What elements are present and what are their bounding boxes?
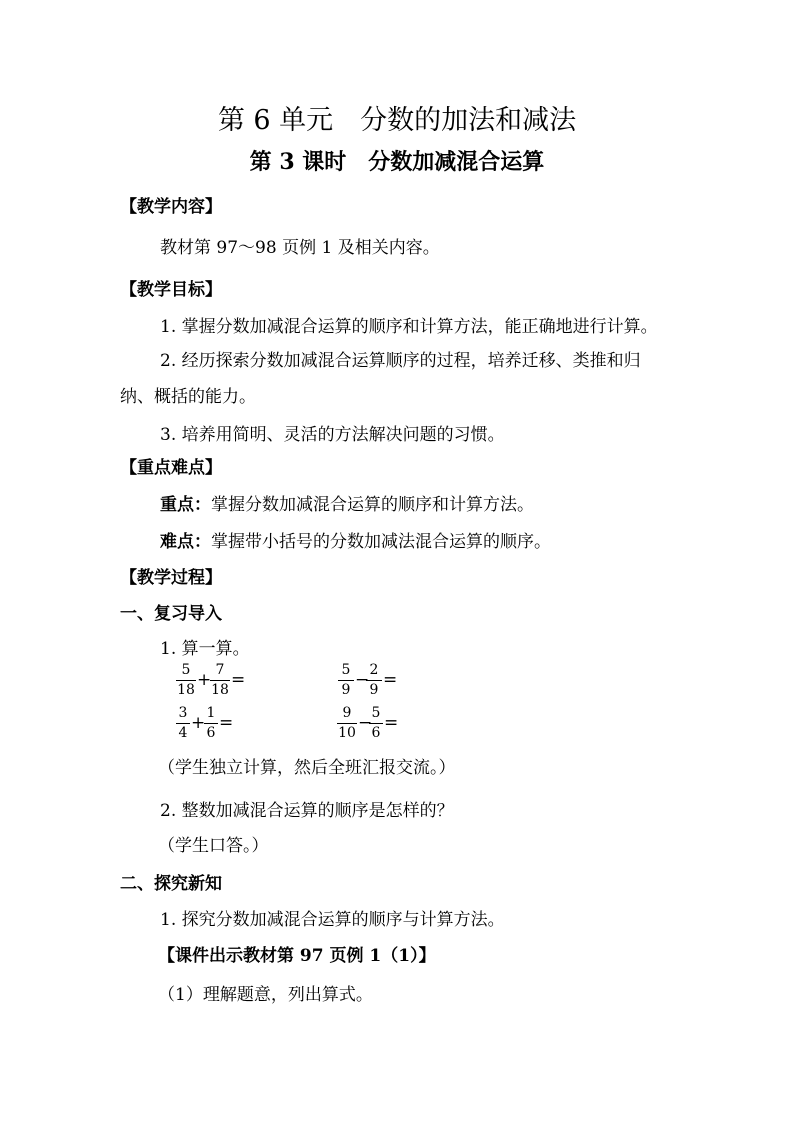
teaching-process-heading: 【教学过程】 xyxy=(120,568,222,588)
denominator: 4 xyxy=(178,725,188,741)
goal-1: 1. 掌握分数加减混合运算的顺序和计算方法，能正确地进行计算。 xyxy=(160,317,658,337)
fraction xyxy=(176,662,196,699)
teaching-content-text: 教材第 97～98 页例 1 及相关内容。 xyxy=(160,238,440,258)
fraction-bar xyxy=(176,723,190,724)
courseware-note: 【课件出示教材第 97 页例 1（1）】 xyxy=(158,946,436,966)
fraction xyxy=(338,662,354,699)
operator: − xyxy=(355,670,370,690)
denominator: 9 xyxy=(341,682,351,698)
difficulty-label: 难点： xyxy=(160,532,211,552)
numerator: 5 xyxy=(181,662,191,678)
denominator: 6 xyxy=(206,725,216,741)
fraction xyxy=(210,662,230,699)
numerator: 5 xyxy=(371,705,381,721)
goal-2-line-2: 纳、概括的能力。 xyxy=(120,387,256,407)
unit-title: 第 6 单元 分数的加法和减法 xyxy=(217,105,577,136)
numerator: 5 xyxy=(341,662,351,678)
fraction-bar xyxy=(204,723,218,724)
fraction xyxy=(366,662,382,699)
numerator: 3 xyxy=(178,705,188,721)
teaching-content-heading: 【教学内容】 xyxy=(120,197,222,217)
equals-sign: = xyxy=(231,670,246,690)
fraction-bar xyxy=(337,723,357,724)
key-point-label: 重点： xyxy=(160,495,211,515)
denominator: 18 xyxy=(177,682,195,698)
question-2: 2. 整数加减混合运算的顺序是怎样的？ xyxy=(160,801,454,821)
question-2-note: （学生口答。） xyxy=(158,836,269,856)
equals-sign: = xyxy=(383,670,398,690)
fraction-bar xyxy=(369,723,383,724)
lesson-subtitle: 第 3 课时 分数加减混合运算 xyxy=(249,149,545,175)
fraction-bar xyxy=(366,680,382,681)
fraction xyxy=(369,705,383,742)
teaching-goals-heading: 【教学目标】 xyxy=(120,280,222,300)
fraction xyxy=(204,705,218,742)
explore-heading: 二、探究新知 xyxy=(120,874,222,894)
denominator: 6 xyxy=(371,725,381,741)
key-point-text: 掌握分数加减混合运算的顺序和计算方法。 xyxy=(211,495,534,515)
review-intro-heading: 一、复习导入 xyxy=(120,604,222,624)
fraction-bar xyxy=(176,680,196,681)
numerator: 2 xyxy=(369,662,379,678)
fraction xyxy=(337,705,357,742)
goal-2-line-1: 2. 经历探索分数加减混合运算顺序的过程，培养迁移、类推和归 xyxy=(160,351,641,371)
fraction xyxy=(176,705,190,742)
numerator: 1 xyxy=(206,705,216,721)
goal-3: 3. 培养用简明、灵活的方法解决问题的习惯。 xyxy=(160,425,505,445)
denominator: 9 xyxy=(369,682,379,698)
operator: + xyxy=(197,670,212,690)
key-point xyxy=(160,493,534,517)
calc-note: （学生独立计算，然后全班汇报交流。） xyxy=(158,758,456,778)
denominator: 10 xyxy=(338,725,356,741)
understand-step: （1）理解题意，列出算式。 xyxy=(158,985,373,1005)
fraction-bar xyxy=(338,680,354,681)
numerator: 7 xyxy=(215,662,225,678)
equals-sign: = xyxy=(384,713,399,733)
difficulty-point xyxy=(160,530,551,554)
key-points-heading: 【重点难点】 xyxy=(120,458,222,478)
explore-item-1: 1. 探究分数加减混合运算的顺序与计算方法。 xyxy=(160,910,505,930)
operator: − xyxy=(358,713,373,733)
fraction-bar xyxy=(210,680,230,681)
difficulty-text: 掌握带小括号的分数加减法混合运算的顺序。 xyxy=(211,532,551,552)
denominator: 18 xyxy=(211,682,229,698)
equals-sign: = xyxy=(219,713,234,733)
operator: + xyxy=(191,713,206,733)
numerator: 9 xyxy=(342,705,352,721)
calc-intro: 1. 算一算。 xyxy=(160,639,250,659)
